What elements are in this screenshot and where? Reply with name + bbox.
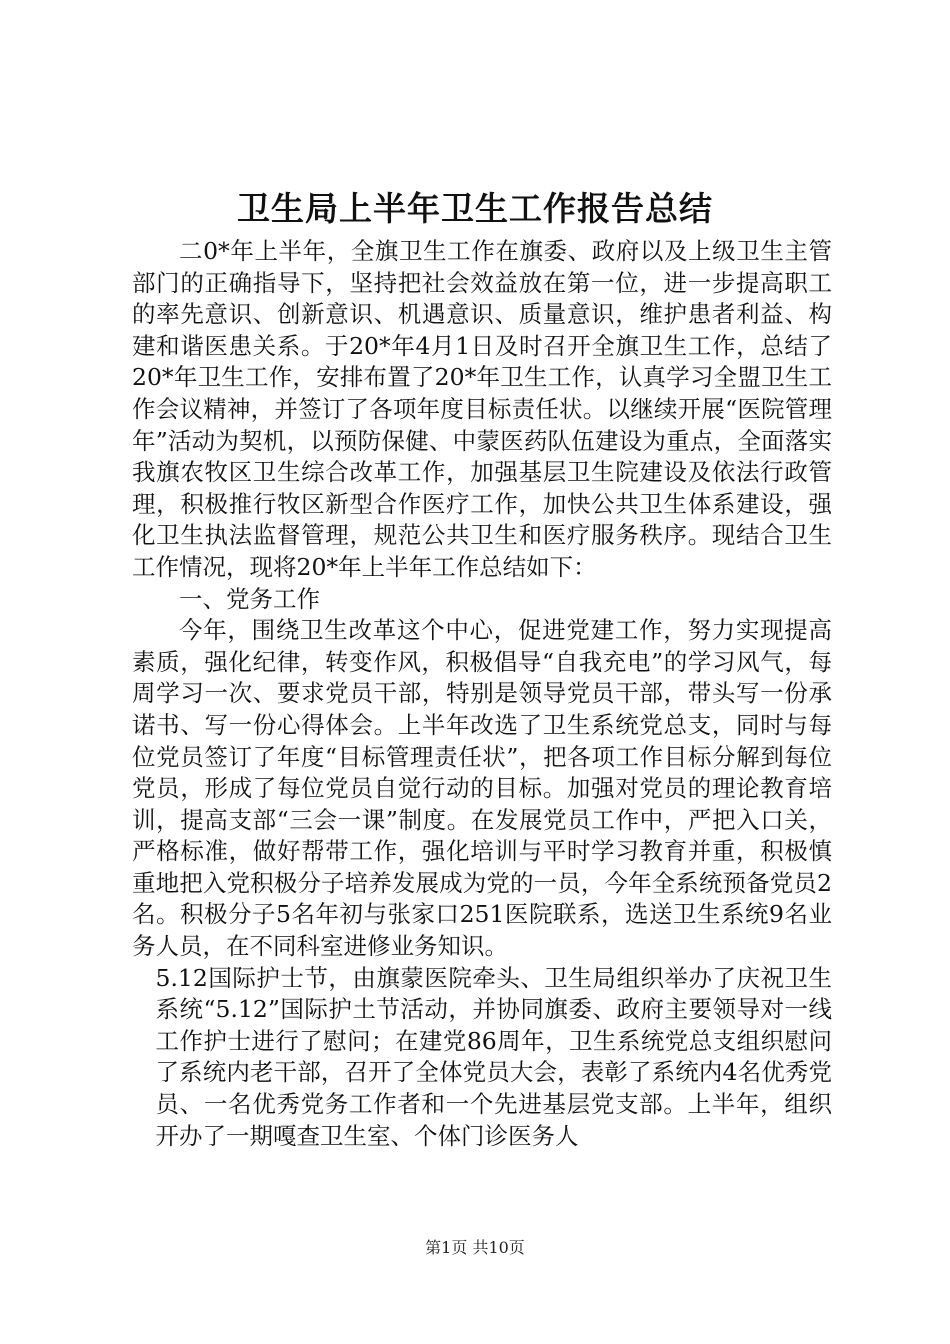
paragraph-intro: 二0*年上半年，全旗卫生工作在旗委、政府以及上级卫生主管部门的正确指导下，坚持把社会效益放在第一位，进一步提高职工的率先意识、创新意识、机遇意识、质量意识，维护患者利益、构建和谐医患关系。于20*年4月1日及时召开全旗卫生工作，总结了20*年卫生工作，安排布置了20*年卫生工作，认真学习全盟卫生工作会议精神，并签订了各项年度目标责任状。以继续开展“医院管理年”活动为契机，以预防保健、中蒙医药队伍建设为重点，全面落实我旗农牧区卫生综合改革工作，加强基层卫生院建设及依法行政管理，积极推行牧区新型合作医疗工作，加快公共卫生体系建设，强化卫生执法监督管理，规范公共卫生和医疗服务秩序。现结合卫生工作情况，现将20*年上半年工作总结如下： <box>132 237 832 581</box>
paragraph-party-work: 今年，围绕卫生改革这个中心，促进党建工作，努力实现提高素质，强化纪律，转变作风，积极倡导“自我充电”的学习风气，每周学习一次、要求党员干部，特别是领导党员干部，带头写一份承诺书、写一份心得体会。上半年改选了卫生系统党总支，同时与每位党员签订了年度“目标管理责任状”，把各项工作目标分解到每位党员，形成了每位党员自觉行动的目标。加强对党员的理论教育培训，提高支部“三会一课”制度。在发展党员工作中，严把入口关，严格标准，做好帮带工作，强化培训与平时学习教育并重，积极慎重地把入党积极分子培养发展成为党的一员，今年全系统预备党员2名。积极分子5名年初与张家口251医院联系，选送卫生系统9名业务人员，在不同科室进修业务知识。 <box>132 616 832 961</box>
page-number-footer: 第1页 共10页 <box>425 1238 525 1257</box>
document-title: 卫生局上半年卫生工作报告总结 <box>237 189 713 228</box>
document-body <box>132 236 832 1152</box>
paragraph-nurses-day: 5.12国际护士节，由旗蒙医院牵头、卫生局组织举办了庆祝卫生系统“5.12”国际护土节活动，并协同旗委、政府主要领导对一线工作护士进行了慰问；在建党86周年，卫生系统党总支组织慰问了系统内老干部，召开了全体党员大会，表彰了系统内4名优秀党员、一名优秀党务工作者和一个先进基层党支部。上半年，组织开办了一期嘎查卫生室、个体门诊医务人 <box>155 963 832 1150</box>
section-heading-party-work: 一、党务工作 <box>179 584 320 613</box>
